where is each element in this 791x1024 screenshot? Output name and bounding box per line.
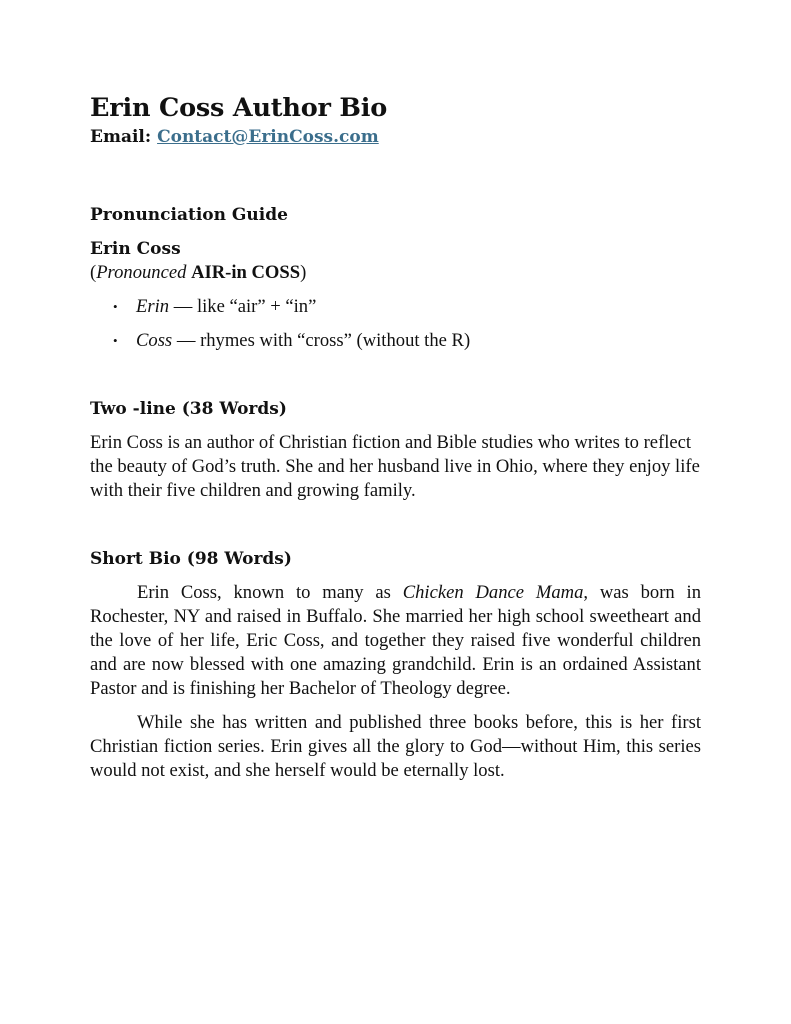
bullet-description: — rhymes with “cross” (without the R) bbox=[172, 330, 471, 351]
short-bio-p1-italic: Chicken Dance Mama bbox=[402, 582, 584, 603]
pronunciation-heading: Pronunciation Guide bbox=[90, 205, 288, 225]
pronunciation-bullet-list bbox=[90, 295, 701, 353]
two-line-text: Erin Coss is an author of Christian fiction and Bible studies who writes to reflect the beauty of God’s truth. She and her husband live in Ohio, where they enjoy life with their five children and growing family. bbox=[90, 432, 700, 501]
document-title: Erin Coss Author Bio bbox=[90, 93, 388, 123]
bullet-term: Coss bbox=[136, 330, 173, 351]
pronounced-word: Pronounced bbox=[96, 262, 187, 283]
bullet-icon: • bbox=[113, 333, 118, 348]
document-page bbox=[90, 91, 701, 783]
pronounced-open-paren: ( bbox=[90, 262, 97, 283]
short-bio-p1-before: Erin Coss, known to many as bbox=[137, 582, 403, 603]
short-bio-paragraph-1 bbox=[90, 581, 701, 701]
short-bio-heading: Short Bio (98 Words) bbox=[90, 549, 292, 569]
pronunciation-name: Erin Coss bbox=[90, 239, 181, 259]
pronounced-close-paren: ) bbox=[300, 262, 307, 283]
list-item bbox=[90, 329, 701, 353]
short-bio-paragraph-2: While she has written and published three books before, this is her first Christian fiction series. Erin gives all the glory to God—without Him, this series would not exist, and she herself would be eternally lost. bbox=[90, 712, 701, 781]
bullet-description: — like “air” + “in” bbox=[169, 296, 317, 317]
short-bio-p1-after: , was born in Rochester, NY and raised in Buffalo. She married her high school sweetheart and the love of her life, Eric Coss, and together they raised five wonderful children and are now blessed with one amazing grandchild. Erin is an ordained Assistant Pastor and is finishing her Bachelor of Theology degree. bbox=[90, 582, 701, 699]
email-link[interactable]: Contact@ErinCoss.com bbox=[157, 127, 379, 147]
pronounced-value: AIR-in COSS bbox=[191, 262, 301, 283]
email-label: Email: bbox=[90, 127, 152, 147]
bullet-term: Erin bbox=[136, 296, 170, 317]
list-item bbox=[90, 295, 701, 319]
bullet-icon: • bbox=[113, 299, 118, 314]
pronounced-line bbox=[90, 261, 701, 285]
two-line-heading: Two -line (38 Words) bbox=[90, 399, 287, 419]
email-line bbox=[90, 125, 701, 149]
